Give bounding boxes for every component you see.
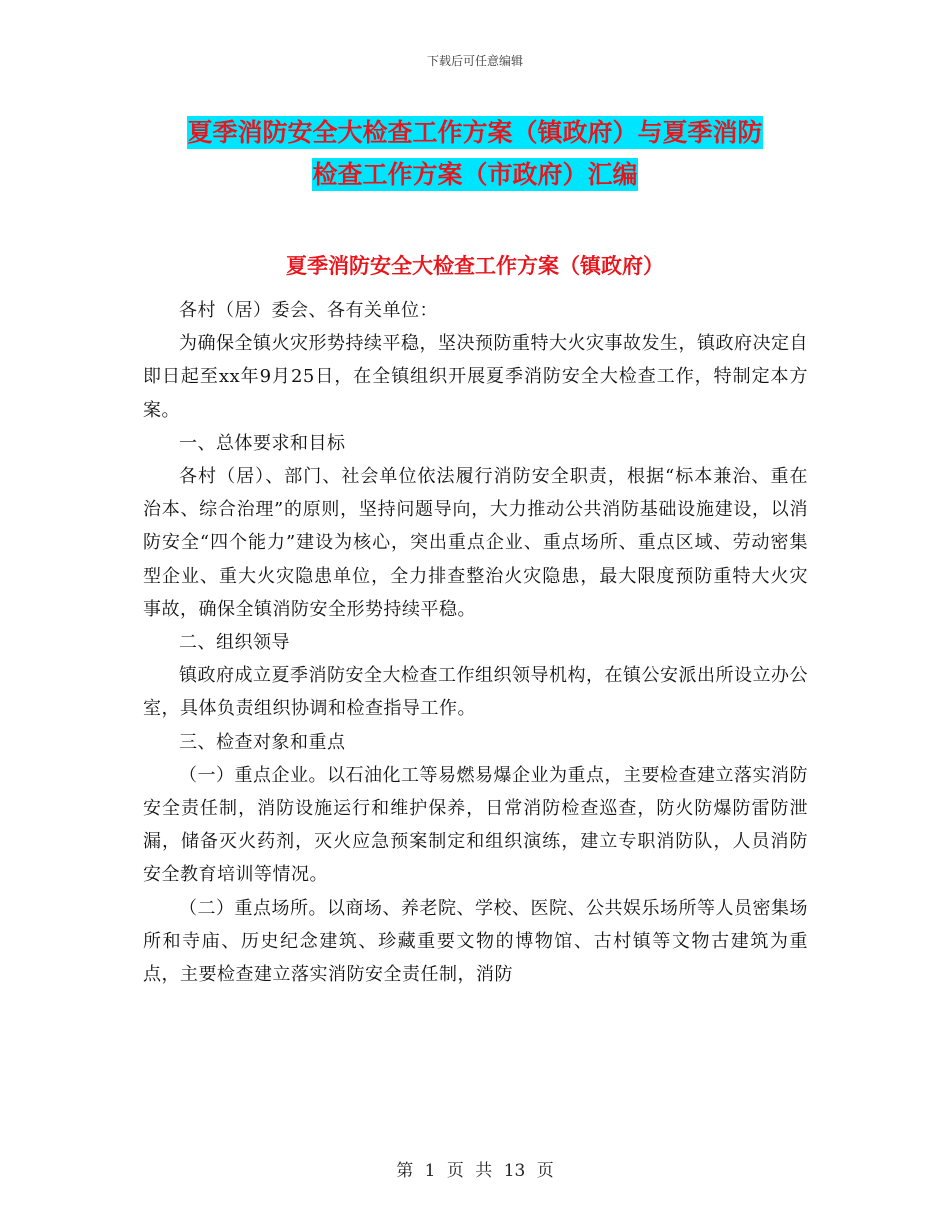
key-places-paragraph: （二）重点场所。以商场、养老院、学校、医院、公共娱乐场所等人员密集场所和寺庙、历史纪念建筑、珍藏重要文物的博物馆、古村镇等文物古建筑为重点，主要检查建立落实消防安全责任制，消防: [143, 897, 808, 986]
document-title-line-2: 检查工作方案（市政府）汇编: [312, 160, 638, 189]
key-enterprises-paragraph: （一）重点企业。以石油化工等易燃易爆企业为重点，主要检查建立落实消防安全责任制，消防设施运行和维护保养，日常消防检查巡查，防火防爆防雷防泄漏，储备灭火药剂，灭火应急预案制定和组织演练，建立专职消防队，人员消防安全教育培训等情况。: [143, 764, 808, 886]
page-footer: [0, 1156, 950, 1181]
intro-paragraph: 为确保全镇火灾形势持续平稳，坚决预防重特大火灾事故发生，镇政府决定自即日起至xx年9月25日，在全镇组织开展夏季消防安全大检查工作，特制定本方案。: [143, 333, 808, 421]
footer-current-page: 1: [424, 1161, 436, 1181]
salutation-paragraph: 各村（居）委会、各有关单位：: [179, 300, 438, 321]
general-requirements-paragraph: 各村（居）、部门、社会单位依法履行消防安全职责，根据“标本兼治、重在治本、综合治理”的原则，坚持问题导向，大力推动公共消防基础设施建设，以消防安全“四个能力”建设为核心，突出重点企业、重点场所、重点区域、劳动密集型企业、重大火灾隐患单位，全力排查整治火灾隐患，最大限度预防重特大火灾事故，确保全镇消防安全形势持续平稳。: [143, 466, 808, 620]
footer-label-page: 第: [396, 1161, 414, 1181]
document-title-line-1: 夏季消防安全大检查工作方案（镇政府）与夏季消防: [187, 118, 763, 147]
document-title: [0, 112, 950, 196]
footer-label-page-unit: 页: [446, 1161, 464, 1181]
heading-organization: 二、组织领导: [179, 632, 290, 654]
heading-general-requirements: 一、总体要求和目标: [179, 432, 346, 454]
document-body: [143, 294, 808, 991]
footer-label-total-unit: 页: [536, 1161, 554, 1181]
organization-paragraph: 镇政府成立夏季消防安全大检查工作组织领导机构，在镇公安派出所设立办公室，具体负责组织协调和检查指导工作。: [143, 665, 808, 720]
heading-inspection-targets: 三、检查对象和重点: [179, 731, 346, 753]
header-note: 下载后可任意编辑: [426, 54, 523, 68]
section-title: 夏季消防安全大检查工作方案（镇政府）: [286, 254, 664, 278]
footer-total-pages: 13: [503, 1161, 526, 1181]
footer-label-total: 共: [475, 1161, 493, 1181]
